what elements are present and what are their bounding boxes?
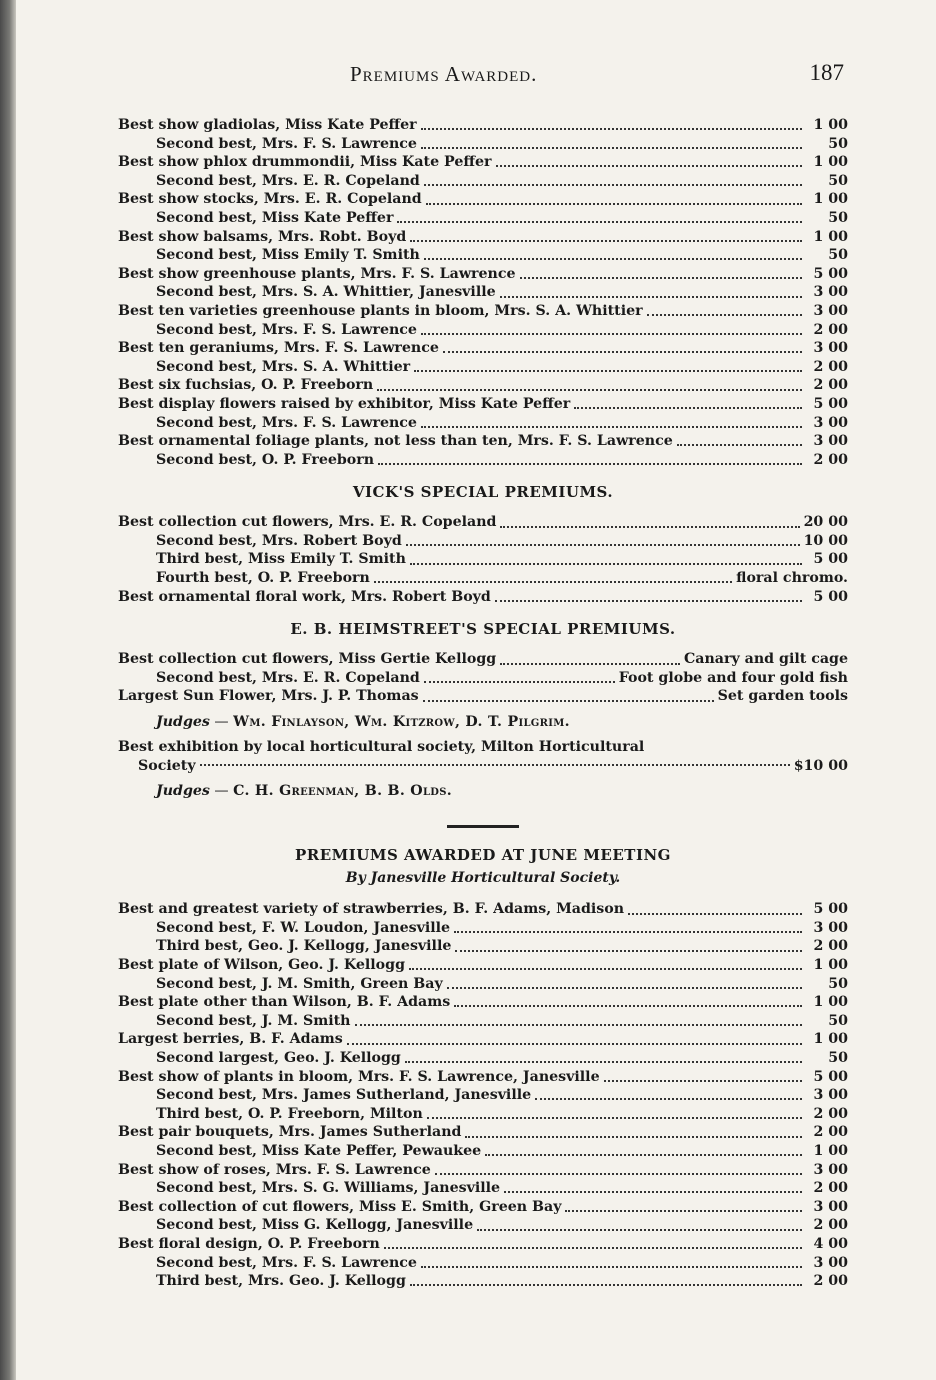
premium-entry xyxy=(118,376,848,395)
judges-names-2: C. H. Greenman, B. B. Olds. xyxy=(233,783,453,800)
premium-entry xyxy=(118,190,848,209)
premium-entry-text: Best collection of cut flowers, Miss E. Smith, Green Bay xyxy=(118,1198,562,1215)
premium-entry-text: Second best, Mrs. F. S. Lawrence xyxy=(156,321,417,338)
premium-entry xyxy=(118,432,848,451)
premium-entry-amount: 3 00 xyxy=(813,1161,848,1178)
premium-entry-amount: 2 00 xyxy=(813,1180,848,1197)
premium-entry-amount: Set garden tools xyxy=(717,688,848,705)
society-entry-line2-text: Society xyxy=(138,757,196,774)
premium-entry-amount: 3 00 xyxy=(813,919,848,936)
premium-list-general xyxy=(118,116,848,469)
page-header xyxy=(118,58,848,98)
premium-entry xyxy=(118,172,848,191)
dot-leader xyxy=(410,240,802,242)
premium-entry-amount: 50 xyxy=(828,135,848,152)
premium-entry-text: Second best, Miss Kate Peffer xyxy=(156,209,394,226)
premium-entry xyxy=(118,395,848,414)
dot-leader xyxy=(447,987,802,989)
society-entry-line1: Best exhibition by local horticultural society, Milton Horticultural xyxy=(118,739,645,756)
dot-leader xyxy=(454,931,802,933)
premium-entry-text: Best display flowers raised by exhibitor, Miss Kate Peffer xyxy=(118,395,571,412)
dot-leader xyxy=(424,681,615,683)
heimstreet-section-heading: E. B. HEIMSTREET'S SPECIAL PREMIUMS. xyxy=(290,620,676,639)
vick-section-heading: VICK'S SPECIAL PREMIUMS. xyxy=(352,483,614,502)
dot-leader xyxy=(485,1154,802,1156)
premium-entry-text: Best show phlox drummondii, Miss Kate Peffer xyxy=(118,154,492,171)
dot-leader xyxy=(677,444,802,446)
judges-dash: — xyxy=(214,714,234,731)
premium-entry xyxy=(118,687,848,706)
premium-entry-amount: 2 00 xyxy=(813,451,848,468)
dot-leader xyxy=(424,258,802,260)
dot-leader xyxy=(496,165,802,167)
premium-entry xyxy=(118,588,848,607)
premium-entry-amount: 3 00 xyxy=(813,340,848,357)
premium-entry-text: Second best, Mrs. S. A. Whittier xyxy=(156,358,411,375)
dot-leader xyxy=(427,1117,802,1119)
premium-entry-amount: 5 00 xyxy=(813,588,848,605)
society-entry-line2 xyxy=(118,757,848,776)
premium-entry-text: Second best, J. M. Smith xyxy=(156,1012,351,1029)
premium-entry-amount: 20 00 xyxy=(803,514,848,531)
premium-entry xyxy=(118,1142,848,1161)
premium-entry-amount: floral chromo. xyxy=(736,570,848,587)
dot-leader xyxy=(410,563,802,565)
premium-entry-text: Third best, Miss Emily T. Smith xyxy=(156,551,406,568)
premium-entry xyxy=(118,283,848,302)
premium-entry-amount: 2 00 xyxy=(813,358,848,375)
premium-entry-text: Best ornamental floral work, Mrs. Robert Boyd xyxy=(118,588,491,605)
premium-entry-text: Best show of plants in bloom, Mrs. F. S. Lawrence, Janesville xyxy=(118,1068,600,1085)
premium-entry-text: Best floral design, O. P. Freeborn xyxy=(118,1235,380,1252)
premium-entry xyxy=(118,265,848,284)
premium-entry xyxy=(118,1272,848,1291)
premium-entry xyxy=(118,513,848,532)
premium-entry-amount: 1 00 xyxy=(813,1031,848,1048)
premium-entry xyxy=(118,1012,848,1031)
premium-entry-text: Best six fuchsias, O. P. Freeborn xyxy=(118,377,374,394)
premium-entry xyxy=(118,1216,848,1235)
premium-entry-amount: 5 00 xyxy=(813,551,848,568)
premium-entry-text: Best show stocks, Mrs. E. R. Copeland xyxy=(118,191,422,208)
premium-entry-text: Second best, J. M. Smith, Green Bay xyxy=(156,975,443,992)
premium-entry-text: Second best, Mrs. F. S. Lawrence xyxy=(156,1254,417,1271)
premium-entry-amount: 5 00 xyxy=(813,1068,848,1085)
premium-entry-amount: 1 00 xyxy=(813,154,848,171)
premium-list-heimstreet xyxy=(118,650,848,706)
premium-entry-amount: 1 00 xyxy=(813,957,848,973)
dot-leader xyxy=(443,351,802,353)
dot-leader xyxy=(647,314,802,316)
judges-line-2 xyxy=(118,781,848,801)
premium-entry-text: Best collection cut flowers, Mrs. E. R. Copeland xyxy=(118,514,497,531)
premium-entry-amount: 2 00 xyxy=(813,938,848,955)
premium-entry-text: Third best, O. P. Freeborn, Milton xyxy=(156,1105,423,1122)
dot-leader xyxy=(378,463,802,465)
premium-entry-amount: 3 00 xyxy=(813,1254,848,1271)
premium-entry-amount: 10 00 xyxy=(803,532,848,549)
premium-entry xyxy=(118,321,848,340)
premium-entry xyxy=(118,1179,848,1198)
premium-entry-amount: 3 00 xyxy=(813,1087,848,1104)
premium-entry-amount: 3 00 xyxy=(813,1198,848,1215)
document-page xyxy=(118,58,848,1291)
dot-leader xyxy=(374,581,732,583)
premium-entry-amount: 5 00 xyxy=(813,901,848,918)
premium-entry-text: Second best, Mrs. James Sutherland, Janesville xyxy=(156,1087,532,1104)
dot-leader xyxy=(347,1043,802,1045)
premium-entry-text: Best and greatest variety of strawberries, B. F. Adams, Madison xyxy=(118,901,625,918)
dot-leader xyxy=(424,184,802,186)
premium-entry-text: Best show balsams, Mrs. Robt. Boyd xyxy=(118,228,407,245)
premium-entry xyxy=(118,900,848,919)
premium-entry xyxy=(118,414,848,433)
premium-entry-amount: 2 00 xyxy=(813,1124,848,1141)
premium-entry-amount: 50 xyxy=(828,209,848,226)
dot-leader xyxy=(405,1061,802,1063)
premium-entry xyxy=(118,956,848,975)
dot-leader xyxy=(397,221,802,223)
premium-entry xyxy=(118,1068,848,1087)
premium-entry-text: Second best, Mrs. Robert Boyd xyxy=(156,532,402,549)
premium-entry-text: Largest berries, B. F. Adams xyxy=(118,1031,343,1048)
premium-entry xyxy=(118,1049,848,1068)
premium-entry-amount: 3 00 xyxy=(813,414,848,431)
premium-list-june xyxy=(118,900,848,1290)
premium-entry-text: Best show gladiolas, Miss Kate Peffer xyxy=(118,117,417,133)
premium-entry-text: Best plate other than Wilson, B. F. Adams xyxy=(118,994,451,1011)
premium-entry xyxy=(118,993,848,1012)
dot-leader xyxy=(465,1136,802,1138)
premium-entry-text: Best collection cut flowers, Miss Gertie Kellogg xyxy=(118,651,497,668)
june-section-subheading: By Janesville Horticultural Society. xyxy=(345,870,621,887)
premium-entry-text: Second best, Miss Emily T. Smith xyxy=(156,247,420,264)
dot-leader xyxy=(423,700,714,702)
premium-entry-text: Second best, Mrs. E. R. Copeland xyxy=(156,669,420,686)
dot-leader xyxy=(406,544,800,546)
premium-entry-amount: 50 xyxy=(828,172,848,189)
premium-entry-amount: 50 xyxy=(828,1012,848,1029)
judges-label: Judges xyxy=(156,714,210,731)
premium-entry-amount: 4 00 xyxy=(813,1235,848,1252)
premium-entry-text: Best pair bouquets, Mrs. James Sutherland xyxy=(118,1124,462,1141)
dot-leader xyxy=(520,277,802,279)
dot-leader xyxy=(454,1005,802,1007)
premium-entry-text: Best ten geraniums, Mrs. F. S. Lawrence xyxy=(118,340,439,357)
premium-entry-amount: 3 00 xyxy=(813,302,848,319)
premium-entry-amount: 2 00 xyxy=(813,321,848,338)
premium-entry xyxy=(118,669,848,688)
premium-entry xyxy=(118,1086,848,1105)
dot-leader xyxy=(604,1080,802,1082)
premium-entry-amount: Canary and gilt cage xyxy=(684,651,848,668)
dot-leader xyxy=(504,1191,802,1193)
judges-label-2: Judges xyxy=(156,783,210,800)
dot-leader xyxy=(495,600,802,602)
premium-entry-amount: 50 xyxy=(828,1049,848,1066)
premium-entry-amount: 2 00 xyxy=(813,377,848,394)
premium-entry-text: Second best, F. W. Loudon, Janesville xyxy=(156,919,451,936)
dot-leader xyxy=(500,526,799,528)
premium-entry xyxy=(118,1235,848,1254)
premium-entry xyxy=(118,937,848,956)
premium-entry-text: Third best, Mrs. Geo. J. Kellogg xyxy=(156,1273,406,1290)
premium-entry xyxy=(118,246,848,265)
dot-leader xyxy=(500,296,802,298)
dot-leader xyxy=(565,1210,802,1212)
premium-entry-amount: 1 00 xyxy=(813,191,848,208)
premium-entry xyxy=(118,302,848,321)
dot-leader xyxy=(421,128,802,130)
premium-entry-amount: 3 00 xyxy=(813,433,848,450)
judges-dash-2: — xyxy=(214,783,234,800)
dot-leader xyxy=(535,1098,802,1100)
premium-entry-text: Second best, Miss G. Kellogg, Janesville xyxy=(156,1217,474,1234)
dot-leader xyxy=(410,1284,802,1286)
premium-entry xyxy=(118,1198,848,1217)
dot-leader xyxy=(409,968,802,970)
premium-entry-text: Second best, Mrs. F. S. Lawrence xyxy=(156,414,417,431)
premium-entry-amount: 5 00 xyxy=(813,265,848,282)
premium-entry-amount: 1 00 xyxy=(813,228,848,245)
society-premium-entry xyxy=(118,738,848,775)
premium-entry xyxy=(118,569,848,588)
premium-entry xyxy=(118,228,848,247)
premium-entry-text: Second best, Miss Kate Peffer, Pewaukee xyxy=(156,1142,482,1159)
premium-entry xyxy=(118,550,848,569)
premium-entry-text: Best ornamental foliage plants, not less than ten, Mrs. F. S. Lawrence xyxy=(118,433,673,450)
premium-entry-text: Second best, Mrs. S. G. Williams, Janesville xyxy=(156,1180,501,1197)
premium-entry-amount: 5 00 xyxy=(813,395,848,412)
dot-leader xyxy=(477,1229,802,1231)
dot-leader xyxy=(500,663,680,665)
dot-leader xyxy=(421,333,802,335)
dot-leader xyxy=(355,1024,802,1026)
judges-line xyxy=(118,712,848,732)
dot-leader xyxy=(435,1173,802,1175)
section-divider-rule xyxy=(447,825,519,828)
premium-entry-text: Second best, Mrs. F. S. Lawrence xyxy=(156,135,417,152)
premium-entry xyxy=(118,135,848,154)
premium-entry xyxy=(118,451,848,470)
book-spine-edge xyxy=(0,0,16,1380)
premium-entry-text: Best show greenhouse plants, Mrs. F. S. Lawrence xyxy=(118,265,516,282)
premium-entry xyxy=(118,650,848,669)
dot-leader xyxy=(384,1247,802,1249)
premium-entry-text: Second best, Mrs. E. R. Copeland xyxy=(156,172,420,189)
premium-entry xyxy=(118,919,848,938)
premium-entry-amount: 1 00 xyxy=(813,117,848,133)
judges-names: Wm. Finlayson, Wm. Kitzrow, D. T. Pilgrim. xyxy=(233,714,570,731)
dot-leader xyxy=(574,407,802,409)
dot-leader xyxy=(421,147,802,149)
premium-entry xyxy=(118,1030,848,1049)
premium-entry xyxy=(118,1123,848,1142)
premium-entry xyxy=(118,1105,848,1124)
premium-entry-text: Second largest, Geo. J. Kellogg xyxy=(156,1049,401,1066)
premium-entry-text: Second best, O. P. Freeborn xyxy=(156,451,375,468)
premium-entry xyxy=(118,358,848,377)
running-title: Premiums Awarded. xyxy=(350,62,538,86)
dot-leader xyxy=(200,764,790,766)
premium-entry-amount: 2 00 xyxy=(813,1273,848,1290)
premium-entry-amount: 2 00 xyxy=(813,1217,848,1234)
premium-entry-text: Best plate of Wilson, Geo. J. Kellogg xyxy=(118,957,405,973)
dot-leader xyxy=(377,389,802,391)
premium-entry-text: Best show of roses, Mrs. F. S. Lawrence xyxy=(118,1161,431,1178)
premium-entry-amount: 2 00 xyxy=(813,1105,848,1122)
dot-leader xyxy=(455,950,802,952)
dot-leader xyxy=(426,203,802,205)
premium-entry-amount: 50 xyxy=(828,975,848,992)
premium-entry-amount: Foot globe and four gold fish xyxy=(618,669,848,686)
june-section-heading: PREMIUMS AWARDED AT JUNE MEETING xyxy=(294,846,671,865)
premium-entry xyxy=(118,116,848,135)
premium-entry-text: Second best, Mrs. S. A. Whittier, Janesville xyxy=(156,284,496,301)
page-number: 187 xyxy=(809,60,844,85)
premium-entry-amount: 1 00 xyxy=(813,1142,848,1159)
premium-entry-amount: 1 00 xyxy=(813,994,848,1011)
dot-leader xyxy=(414,370,802,372)
premium-entry-text: Third best, Geo. J. Kellogg, Janesville xyxy=(156,938,452,955)
premium-entry-amount: 3 00 xyxy=(813,284,848,301)
dot-leader xyxy=(421,1266,802,1268)
dot-leader xyxy=(628,913,802,915)
premium-entry xyxy=(118,532,848,551)
premium-entry-text: Largest Sun Flower, Mrs. J. P. Thomas xyxy=(118,688,419,705)
premium-entry xyxy=(118,1254,848,1273)
society-entry-amount: $10 00 xyxy=(793,757,848,774)
dot-leader xyxy=(421,426,802,428)
premium-entry xyxy=(118,1161,848,1180)
premium-entry-text: Best ten varieties greenhouse plants in bloom, Mrs. S. A. Whittier xyxy=(118,302,643,319)
premium-entry xyxy=(118,975,848,994)
premium-entry xyxy=(118,339,848,358)
premium-list-vick xyxy=(118,513,848,606)
premium-entry xyxy=(118,153,848,172)
premium-entry-text: Fourth best, O. P. Freeborn xyxy=(156,570,370,587)
premium-entry-amount: 50 xyxy=(828,247,848,264)
premium-entry xyxy=(118,209,848,228)
